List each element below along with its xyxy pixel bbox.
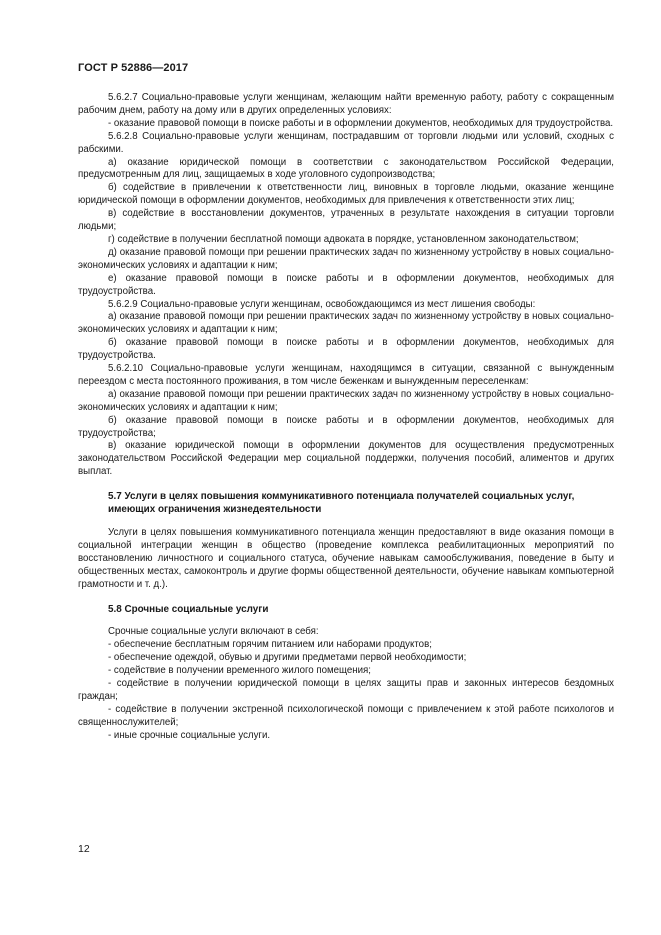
standard-header: ГОСТ Р 52886—2017: [78, 62, 189, 74]
page-number: 12: [78, 843, 90, 855]
list-item: а) оказание правовой помощи при решении практических задач по жизненному устройству в новых социально-экономических условиях и адаптации к ним;: [78, 311, 614, 336]
list-item: - иные срочные социальные услуги.: [108, 729, 271, 741]
list-item: б) оказание правовой помощи в поиске работы и в оформлении документов, необходимых для трудоустройства;: [78, 414, 614, 439]
paragraph-5-6-2-10: 5.6.2.10 Социально-правовые услуги женщинам, находящимся в ситуации, связанной с вынужденным переездом с места постоянного проживания, в том числе беженкам и вынужденным переселенкам:: [78, 363, 614, 387]
list-item: д) оказание правовой помощи при решении практических задач по жизненному устройству в новых социально-экономических условиях и адаптации к ним;: [78, 246, 614, 271]
list-item: а) оказание юридической помощи в соответствии с законодательством Российской Федерации, предусмотренным для лиц, защищаемых в ходе уголовного судопроизводства;: [78, 156, 614, 181]
paragraph-5-6-2-9: 5.6.2.9 Социально-правовые услуги женщинам, освобождающимся из мест лишения свободы:: [108, 298, 536, 310]
paragraph-5-6-2-7: 5.6.2.7 Социально-правовые услуги женщинам, желающим найти временную работу, работу с сокращенным рабочим днем, работу на дому или в других определенных условиях:: [78, 92, 614, 116]
list-item: - содействие в получении юридической помощи в целях защиты прав и законных интересов бездомных граждан;: [78, 678, 614, 702]
list-item: в) содействие в восстановлении документов, утраченных в результате нахождения в ситуации торговли людьми;: [78, 208, 614, 233]
list-item: б) содействие в привлечении к ответственности лиц, виновных в торговле людьми, оказание женщине юридической помощи в оформлении документов, необходимых для привлечения к ответственности этих лиц;: [78, 182, 614, 207]
paragraph-5-6-2-8: 5.6.2.8 Социально-правовые услуги женщинам, пострадавшим от торговли людьми или условий, сходных с рабскими.: [78, 130, 614, 155]
paragraph-5-7: Услуги в целях повышения коммуникативного потенциала женщин предоставляют в виде оказания помощи в социальной интеграции женщин в общество (проведение комплекса реабилитационных мероприятий по восстановлению личностного и социального статуса, обучение навыкам самообслуживания, поведение в быту и общественных местах, самоконтроль и другие формы общественной деятельности, обучение навыкам компьютерной грамотности и т. д.).: [78, 527, 614, 590]
list-item: - содействие в получении экстренной психологической помощи с привлечением к этой работе психологов и священнослужителей;: [78, 703, 614, 728]
paragraph-5-8-intro: Срочные социальные услуги включают в себя:: [108, 626, 319, 638]
list-item: - обеспечение одеждой, обувью и другими предметами первой необходимости;: [108, 652, 467, 664]
list-item: а) оказание правовой помощи при решении практических задач по жизненному устройству в новых социально-экономических условиях и адаптации к ним;: [78, 388, 614, 413]
list-item: е) оказание правовой помощи в поиске работы и в оформлении документов, необходимых для трудоустройства.: [78, 272, 614, 297]
list-item: в) оказание юридической помощи в оформлении документов для осуществления предусмотренных законодательством Российской Федерации мер социальной поддержки, получения пособий, алиментов и других выплат.: [78, 440, 614, 478]
list-item: б) оказание правовой помощи в поиске работы и в оформлении документов, необходимых для трудоустройства.: [78, 337, 614, 362]
list-item: - содействие в получении временного жилого помещения;: [108, 665, 371, 677]
list-item: - обеспечение бесплатным горячим питанием или наборами продуктов;: [108, 639, 432, 651]
list-item: г) содействие в получении бесплатной помощи адвоката в порядке, установленном законодательством;: [108, 233, 579, 245]
list-item: - оказание правовой помощи в поиске работы и в оформлении документов, необходимых для трудоустройства.: [108, 117, 614, 129]
document-body: [78, 92, 614, 743]
heading-5-8: 5.8 Срочные социальные услуги: [108, 603, 269, 615]
heading-5-7: 5.7 Услуги в целях повышения коммуникативного потенциала получателей социальных услуг, имеющих ограничения жизнедеятельности: [108, 491, 575, 516]
